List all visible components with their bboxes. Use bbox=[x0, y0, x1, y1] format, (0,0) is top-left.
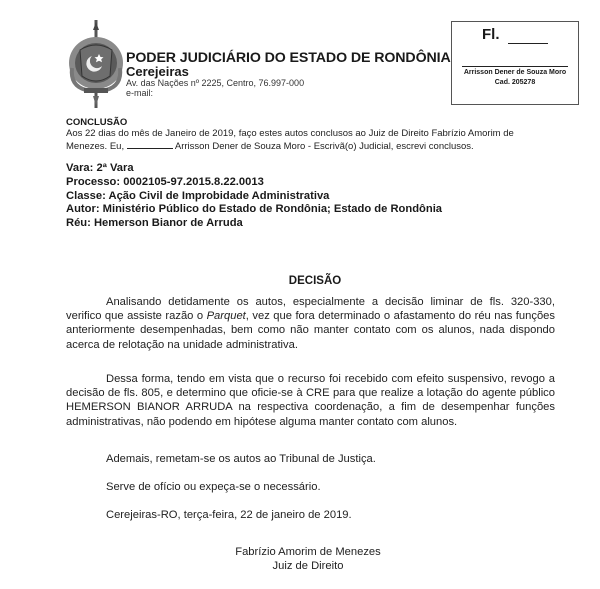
case-info bbox=[66, 162, 442, 231]
p1-text-a: Analisando detidamente os autos, especialmente a decisão liminar de fls. 320-330, verifico que assiste razão o bbox=[66, 296, 555, 323]
folio-number-blank bbox=[508, 43, 548, 44]
decision-paragraph-4: Serve de ofício ou expeça-se o necessário. bbox=[106, 481, 321, 493]
judge-name: Fabrízio Amorim de Menezes bbox=[235, 546, 381, 558]
p1-italic: Parquet bbox=[206, 310, 246, 323]
clerk-name: Arrisson Dener de Souza Moro bbox=[463, 69, 567, 76]
conclusion-text bbox=[66, 128, 546, 152]
clerk-cad: Cad. 205278 bbox=[494, 79, 536, 86]
address: Av. das Nações nº 2225, Centro, 76.997-000 bbox=[126, 78, 305, 88]
case-processo: Processo: 0002105-97.2015.8.22.0013 bbox=[66, 175, 264, 188]
case-reu: Réu: Hemerson Bianor de Arruda bbox=[66, 217, 243, 230]
signature-blank bbox=[127, 140, 173, 149]
conclusion-line-2 bbox=[66, 140, 546, 153]
case-vara: Vara: 2ª Vara bbox=[66, 162, 134, 174]
folio-label: Fl. bbox=[482, 26, 500, 43]
decision-paragraph-1 bbox=[66, 295, 555, 352]
case-classe: Classe: Ação Civil de Improbidade Administrativa bbox=[66, 189, 330, 202]
p1-text-b: , vez que fora determinado o afastamento do réu nas funções anteriormente desempenhadas, bem como não manter contato com os alunos, nada dispondo acerca de relotação na unidade administrativa. bbox=[66, 310, 555, 351]
decision-paragraph-3: Ademais, remetam-se os autos ao Tribunal de Justiça. bbox=[106, 453, 376, 465]
coat-of-arms-icon bbox=[66, 18, 126, 110]
conclusion-line-2-start: Menezes. Eu, bbox=[66, 140, 125, 152]
decision-date-line: Cerejeiras-RO, terça-feira, 22 de janeiro de 2019. bbox=[106, 509, 352, 521]
decision-title: DECISÃO bbox=[288, 275, 342, 287]
case-autor: Autor: Ministério Público do Estado de Rondônia; Estado de Rondônia bbox=[66, 203, 443, 216]
folio-box bbox=[451, 21, 579, 105]
conclusion-title: CONCLUSÃO bbox=[66, 117, 128, 128]
judge-role: Juiz de Direito bbox=[272, 560, 344, 572]
decision-paragraph-2: Dessa forma, tendo em vista que o recurso foi recebido com efeito suspensivo, revogo a decisão de fls. 805, e determino que oficie-se à CRE para que realize a lotação do agente público HEMERSON BIANOR ARRUDA na respectiva coordenação, a fim de desempenhar funções administrativas, não podendo em hipótese alguma manter contato com alunos. bbox=[66, 373, 555, 428]
conclusion-line-2-end: Arrisson Dener de Souza Moro - Escrivã(o) Judicial, escrevi conclusos. bbox=[174, 140, 474, 152]
signature-line bbox=[462, 66, 568, 67]
institution-title: PODER JUDICIÁRIO DO ESTADO DE RONDÔNIA bbox=[126, 50, 451, 66]
conclusion-line-1: Aos 22 dias do mês de Janeiro de 2019, faço estes autos conclusos ao Juiz de Direito Fabrízio Amorim de bbox=[66, 128, 514, 139]
email-label: e-mail: bbox=[126, 88, 154, 98]
city-name: Cerejeiras bbox=[126, 64, 189, 79]
